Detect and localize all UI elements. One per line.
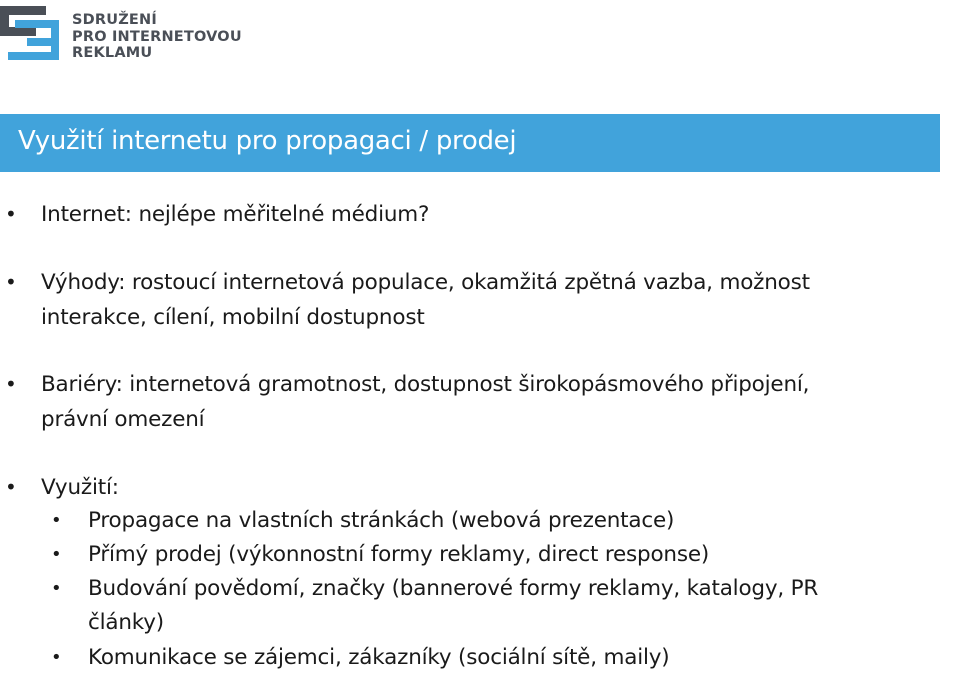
bullet-item — [5, 470, 119, 505]
bullet-icon: • — [51, 544, 62, 565]
sub-bullet-text: Komunikace se zájemci, zákazníky (sociální sítě, maily) — [88, 645, 670, 670]
bullet-icon: • — [5, 202, 17, 226]
bullet-icon: • — [5, 475, 17, 499]
bullet-text: právní omezení — [41, 407, 205, 432]
bullet-item — [5, 197, 430, 232]
bullet-text: Bariéry: internetová gramotnost, dostupnost širokopásmového připojení, — [41, 372, 810, 397]
sub-bullet-text: Propagace na vlastních stránkách (webová prezentace) — [88, 508, 675, 533]
bullet-icon: • — [51, 510, 62, 531]
slide-title-bar — [0, 114, 940, 172]
sub-bullet-text: články) — [88, 610, 164, 635]
bullet-icon: • — [51, 647, 62, 668]
bullet-item — [5, 367, 810, 437]
bullet-text: interakce, cílení, mobilní dostupnost — [41, 305, 425, 330]
logo-line-1: SDRUŽENÍ — [72, 12, 157, 28]
sir-logo-mark-icon — [0, 0, 66, 70]
logo-wordmark — [72, 12, 242, 62]
bullet-text: Výhody: rostoucí internetová populace, okamžitá zpětná vazba, možnost — [41, 270, 810, 295]
sub-bullet-item — [51, 538, 710, 572]
bullet-icon: • — [51, 578, 62, 599]
logo-line-2: PRO INTERNETOVOU — [72, 28, 242, 45]
bullet-text: Internet: nejlépe měřitelné médium? — [41, 202, 430, 227]
sub-bullet-item — [51, 572, 819, 640]
sub-bullet-text: Přímý prodej (výkonnostní formy reklamy, direct response) — [88, 542, 710, 567]
logo-line-3: REKLAMU — [72, 45, 153, 61]
bullet-icon: • — [5, 270, 17, 294]
bullet-text: Využití: — [41, 475, 119, 500]
organization-logo — [0, 0, 260, 70]
sub-bullet-item — [51, 504, 675, 538]
sub-bullet-text: Budování povědomí, značky (bannerové formy reklamy, katalogy, PR — [88, 576, 819, 601]
sub-bullet-item — [51, 641, 670, 675]
bullet-item — [5, 265, 810, 335]
slide-title: Využití internetu pro propagaci / prodej — [18, 126, 517, 156]
bullet-icon: • — [5, 372, 17, 396]
